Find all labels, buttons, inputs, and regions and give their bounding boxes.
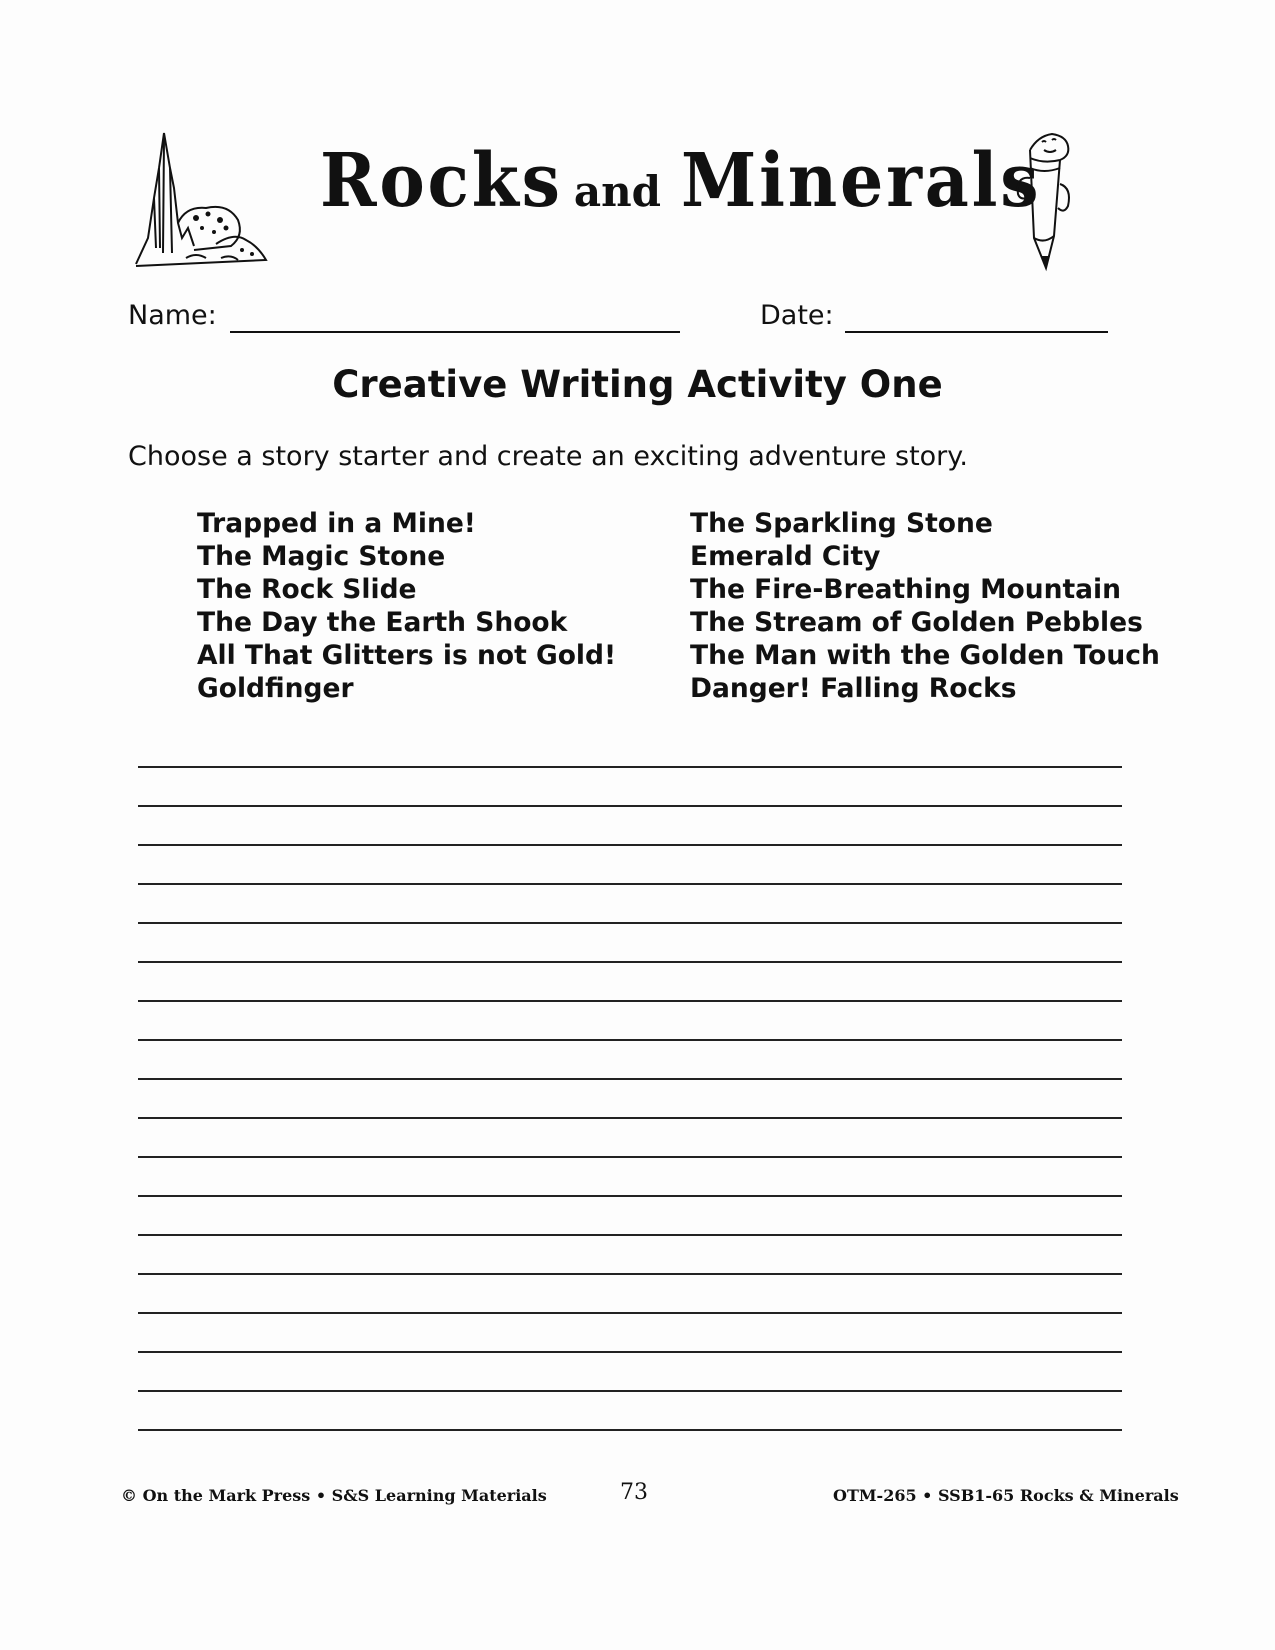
writing-line[interactable] xyxy=(138,805,1122,807)
writing-line[interactable] xyxy=(138,1312,1122,1314)
title-word-minerals: Minerals xyxy=(680,138,1042,224)
writing-line[interactable] xyxy=(138,1156,1122,1158)
story-starter: Emerald City xyxy=(690,541,881,572)
name-field[interactable] xyxy=(230,331,680,333)
story-starter: The Day the Earth Shook xyxy=(197,607,568,638)
footer-product-code: OTM-265 • SSB1-65 Rocks & Minerals xyxy=(833,1486,1179,1505)
story-starter: The Man with the Golden Touch xyxy=(690,640,1160,671)
writing-line[interactable] xyxy=(138,1234,1122,1236)
writing-line[interactable] xyxy=(138,1039,1122,1041)
writing-line[interactable] xyxy=(138,844,1122,846)
story-starter: The Magic Stone xyxy=(197,541,446,572)
writing-line[interactable] xyxy=(138,883,1122,885)
writing-line[interactable] xyxy=(138,1117,1122,1119)
writing-line[interactable] xyxy=(138,766,1122,768)
footer-publisher: © On the Mark Press • S&S Learning Materials xyxy=(121,1486,547,1505)
activity-title: Creative Writing Activity One xyxy=(332,363,943,406)
date-label: Date: xyxy=(760,300,834,331)
story-starter: The Stream of Golden Pebbles xyxy=(690,607,1143,638)
title-word-rocks: Rocks xyxy=(320,138,563,224)
writing-line[interactable] xyxy=(138,1195,1122,1197)
story-starter: Trapped in a Mine! xyxy=(197,508,476,539)
name-label: Name: xyxy=(128,300,217,331)
story-starter: The Rock Slide xyxy=(197,574,417,605)
writing-line[interactable] xyxy=(138,1429,1122,1431)
rock-formation-icon xyxy=(126,128,276,270)
pencil-character-icon xyxy=(1008,128,1078,276)
writing-line[interactable] xyxy=(138,922,1122,924)
title-word-and: and xyxy=(573,167,661,216)
story-starter: All That Glitters is not Gold! xyxy=(197,640,617,671)
story-starters-right xyxy=(690,507,1160,705)
story-starters-left xyxy=(197,507,616,705)
date-field[interactable] xyxy=(845,331,1108,333)
writing-line[interactable] xyxy=(138,961,1122,963)
writing-line[interactable] xyxy=(138,1390,1122,1392)
story-starter: Goldfinger xyxy=(197,673,354,704)
writing-line[interactable] xyxy=(138,1273,1122,1275)
page-title xyxy=(320,138,1042,228)
writing-line[interactable] xyxy=(138,1000,1122,1002)
story-starter: The Fire-Breathing Mountain xyxy=(690,574,1121,605)
page-number: 73 xyxy=(620,1480,648,1505)
story-starter: Danger! Falling Rocks xyxy=(690,673,1017,704)
instructions-text: Choose a story starter and create an exciting adventure story. xyxy=(128,441,968,472)
story-starter: The Sparkling Stone xyxy=(690,508,993,539)
writing-line[interactable] xyxy=(138,1078,1122,1080)
writing-line[interactable] xyxy=(138,1351,1122,1353)
